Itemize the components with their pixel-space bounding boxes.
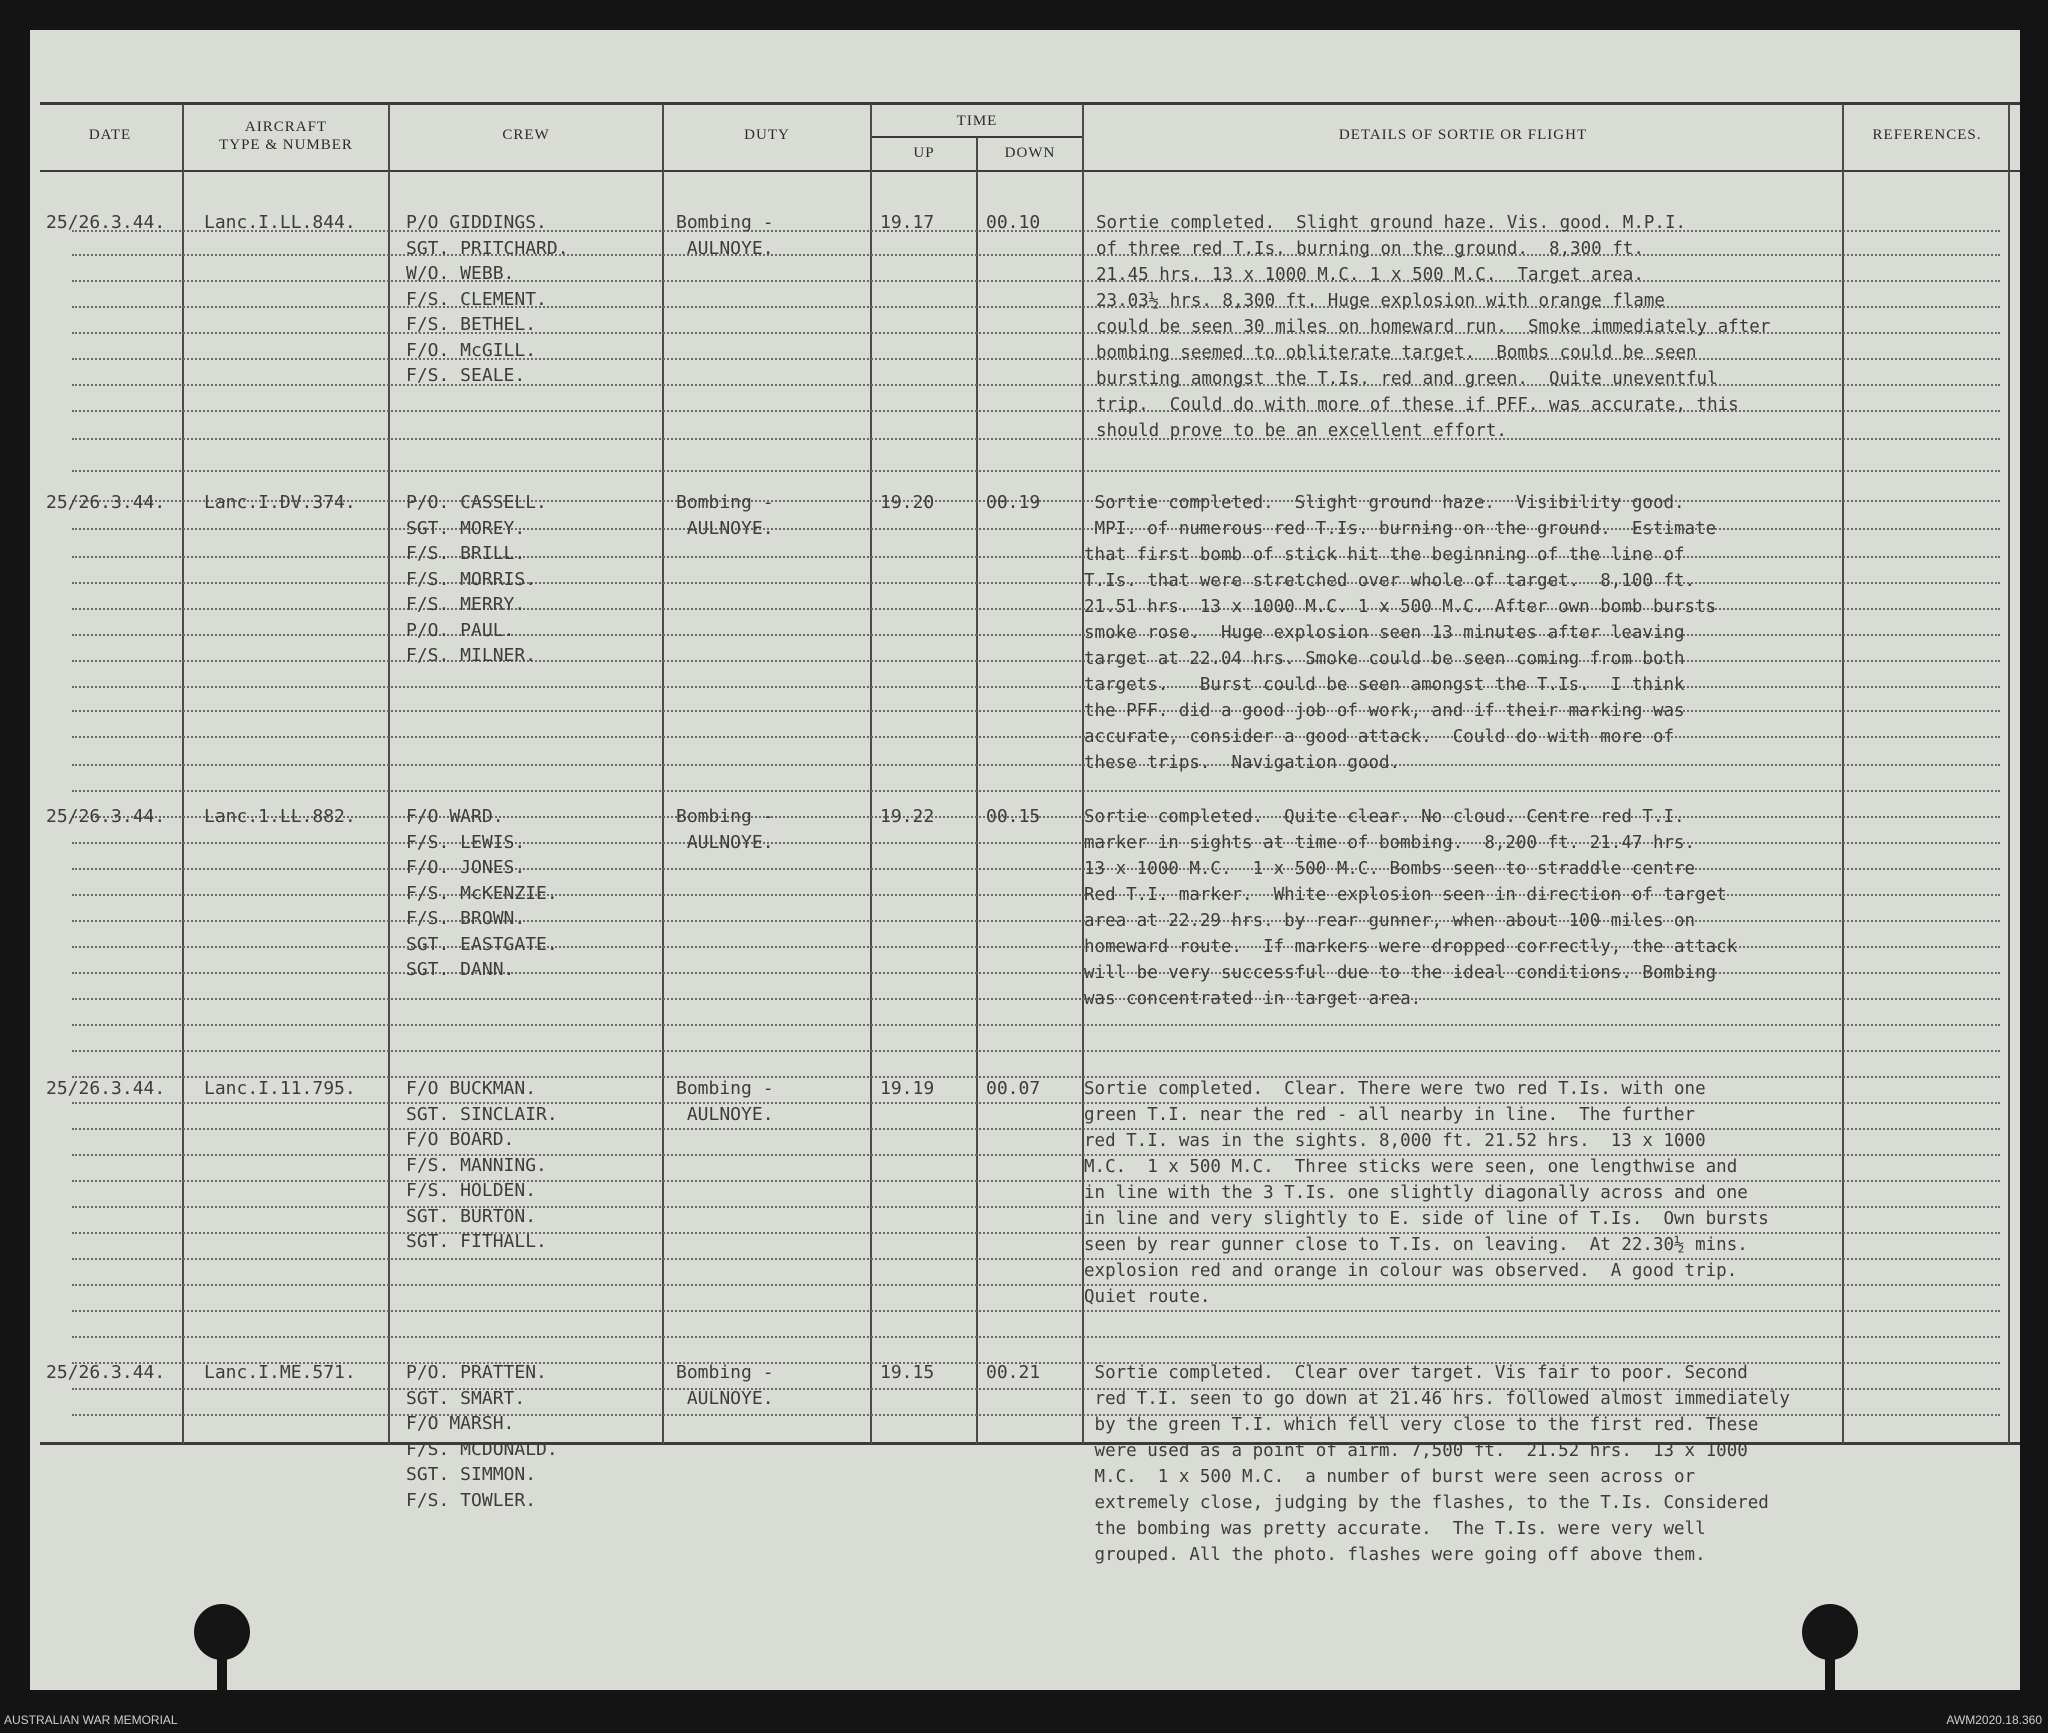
entry-crew: F/O BUCKMAN. SGT. SINCLAIR. F/O BOARD. F/S. MANNING. F/S. HOLDEN. SGT. BURTON. SGT. FITHALL.	[406, 1078, 558, 1252]
entry-time-up: 19.20	[880, 492, 935, 513]
entry-date: 25/26.3.44.	[46, 492, 166, 513]
entry-time-down: 00.10	[986, 212, 1041, 233]
ledger-line	[72, 470, 2000, 472]
entry-time-up: 19.15	[880, 1362, 935, 1383]
entry-duty: Bombing - AULNOYE.	[676, 1362, 774, 1409]
entry-time-up: 19.17	[880, 212, 935, 233]
ledger-line	[72, 1310, 2000, 1312]
entry-time-up: 19.19	[880, 1078, 935, 1099]
entry-duty: Bombing - AULNOYE.	[676, 212, 774, 259]
header-bottom-rule	[40, 170, 2020, 172]
ledger-line	[72, 790, 2000, 792]
entry-time-down: 00.07	[986, 1078, 1041, 1099]
entry-details: Sortie completed. Quite clear. No cloud. Centre red T.I. marker in sights at time of bombing. 8,200 ft. 21.47 hrs. 13 x 1000 M.C. 1 x 500 M.C. Bombs seen to straddle centre Red T.I. marker. White explosion seen in direction of target area at 22.29 hrs. by rear gunner, when about 100 miles on homeward route. If markers were dropped correctly, the attack will be very successful due to the ideal conditions. Bombing was concentrated in target area.	[1084, 807, 1738, 1009]
entry-aircraft: Lanc.I.11.795.	[204, 1078, 356, 1099]
footer-accession-number: AWM2020.18.360	[1946, 1713, 2042, 1727]
col-rule-duty	[662, 104, 664, 1444]
entry-details: Sortie completed. Clear over target. Vis fair to poor. Second red T.I. seen to go down at 21.46 hrs. followed almost immediately by the green T.I. which fell very close to the first red. These were used as a point of airm. 7,500 ft. 21.52 hrs. 13 x 1000 M.C. 1 x 500 M.C. a number of burst were seen across or extremely close, judging by the flashes, to the T.Is. Considered the bombing was pretty accurate. The T.Is. were very well grouped. All the photo. flashes were going off above them.	[1094, 1363, 1790, 1565]
header-top-rule	[40, 102, 2020, 105]
entry-aircraft: Lanc.I.ME.571.	[204, 1362, 356, 1383]
page-right-rule	[2008, 104, 2010, 1444]
ledger-line	[72, 1024, 2000, 1026]
entry-details: Sortie completed. Slight ground haze. Vis. good. M.P.I. of three red T.Is. burning on the ground. 8,300 ft. 21.45 hrs. 13 x 1000 M.C. 1 x 500 M.C. Target area. 23.03½ hrs. 8,300 ft. Huge explosion with orange flame could be seen 30 miles on homeward run. Smoke immediately after bombing seemed to obliterate target. Bombs could be seen bursting amongst the T.Is. red and green. Quite uneventful trip. Could do with more of these if PFF. was accurate, this should prove to be an excellent effort.	[1096, 213, 1771, 441]
col-rule-up	[870, 104, 872, 1444]
col-rule-crew	[388, 104, 390, 1444]
ledger-line	[72, 1050, 2000, 1052]
entry-crew: F/O WARD. F/S. LEWIS. F/O. JONES. F/S. McKENZIE. F/S. BROWN. SGT. EASTGATE. SGT. DANN.	[406, 806, 558, 980]
binder-hole-left-slot	[217, 1642, 227, 1692]
header-references: REFERENCES.	[1872, 127, 1982, 143]
entry-time-up: 19.22	[880, 806, 935, 827]
entry-duty: Bombing - AULNOYE.	[676, 492, 774, 539]
header-aircraft: AIRCRAFT TYPE & NUMBER	[219, 119, 353, 153]
entry-aircraft: Lanc.I.LL.844.	[204, 212, 356, 233]
col-rule-references	[1842, 104, 1844, 1444]
header-details: DETAILS OF SORTIE OR FLIGHT	[1338, 127, 1588, 143]
entry-time-down: 00.15	[986, 806, 1041, 827]
entry-time-down: 00.21	[986, 1362, 1041, 1383]
entry-duty: Bombing - AULNOYE.	[676, 806, 774, 853]
entry-crew: P/O. CASSELL. SGT. MOREY. F/S. BRILL. F/S. MORRIS. F/S. MERRY. P/O. PAUL. F/S. MILNER.	[406, 492, 547, 666]
entry-crew: P/O GIDDINGS. SGT. PRITCHARD. W/O. WEBB. F/S. CLEMENT. F/S. BETHEL. F/O. McGILL. F/S. SEALE.	[406, 212, 569, 386]
entry-aircraft: Lanc.1.LL.882.	[204, 806, 356, 827]
entry-date: 25/26.3.44.	[46, 212, 166, 233]
entry-date: 25/26.3.44.	[46, 806, 166, 827]
record-page	[30, 30, 2020, 1690]
entry-date: 25/26.3.44.	[46, 1362, 166, 1383]
entry-date: 25/26.3.44.	[46, 1078, 166, 1099]
entry-crew: P/O. PRATTEN. SGT. SMART. F/O MARSH. F/S. MCDONALD. SGT. SIMMON. F/S. TOWLER.	[406, 1362, 558, 1511]
footer-institution: AUSTRALIAN WAR MEMORIAL	[4, 1713, 178, 1727]
entry-time-down: 00.19	[986, 492, 1041, 513]
entry-details: Sortie completed. Slight ground haze. Visibility good. MPI. of numerous red T.Is. burning on the ground. Estimate that first bomb of stick hit the beginning of the line of T.Is. that were stretched over whole of target. 8,100 ft. 21.51 hrs. 13 x 1000 M.C. 1 x 500 M.C. After own bomb bursts smoke rose. Huge explosion seen 13 minutes after leaving target at 22.04 hrs. Smoke could be seen coming from both targets. Burst could be seen amongst the T.Is. I think the PFF. did a good job of work, and if their marking was accurate, consider a good attack. Could do with more of these trips. Navigation good.	[1084, 493, 1717, 773]
header-time: TIME	[956, 113, 998, 129]
entry-details: Sortie completed. Clear. There were two red T.Is. with one green T.I. near the red - all nearby in line. The further red T.I. was in the sights. 8,000 ft. 21.52 hrs. 13 x 1000 M.C. 1 x 500 M.C. Three sticks were seen, one lengthwise and in line with the 3 T.Is. one slightly diagonally across and one in line and very slightly to E. side of line of T.Is. Own bursts seen by rear gunner close to T.Is. on leaving. At 22.30½ mins. explosion red and orange in colour was observed. A good trip. Quiet route.	[1084, 1079, 1769, 1307]
col-rule-aircraft	[182, 104, 184, 1444]
header-crew: CREW	[502, 127, 550, 143]
entry-aircraft: Lanc.I.DV.374.	[204, 492, 356, 513]
ledger-line	[72, 1336, 2000, 1338]
header-up: UP	[913, 145, 935, 161]
header-duty: DUTY	[744, 127, 790, 143]
header-down: DOWN	[1004, 145, 1056, 161]
binder-hole-right-slot	[1825, 1642, 1835, 1692]
entry-duty: Bombing - AULNOYE.	[676, 1078, 774, 1125]
header-date: DATE	[88, 127, 132, 143]
